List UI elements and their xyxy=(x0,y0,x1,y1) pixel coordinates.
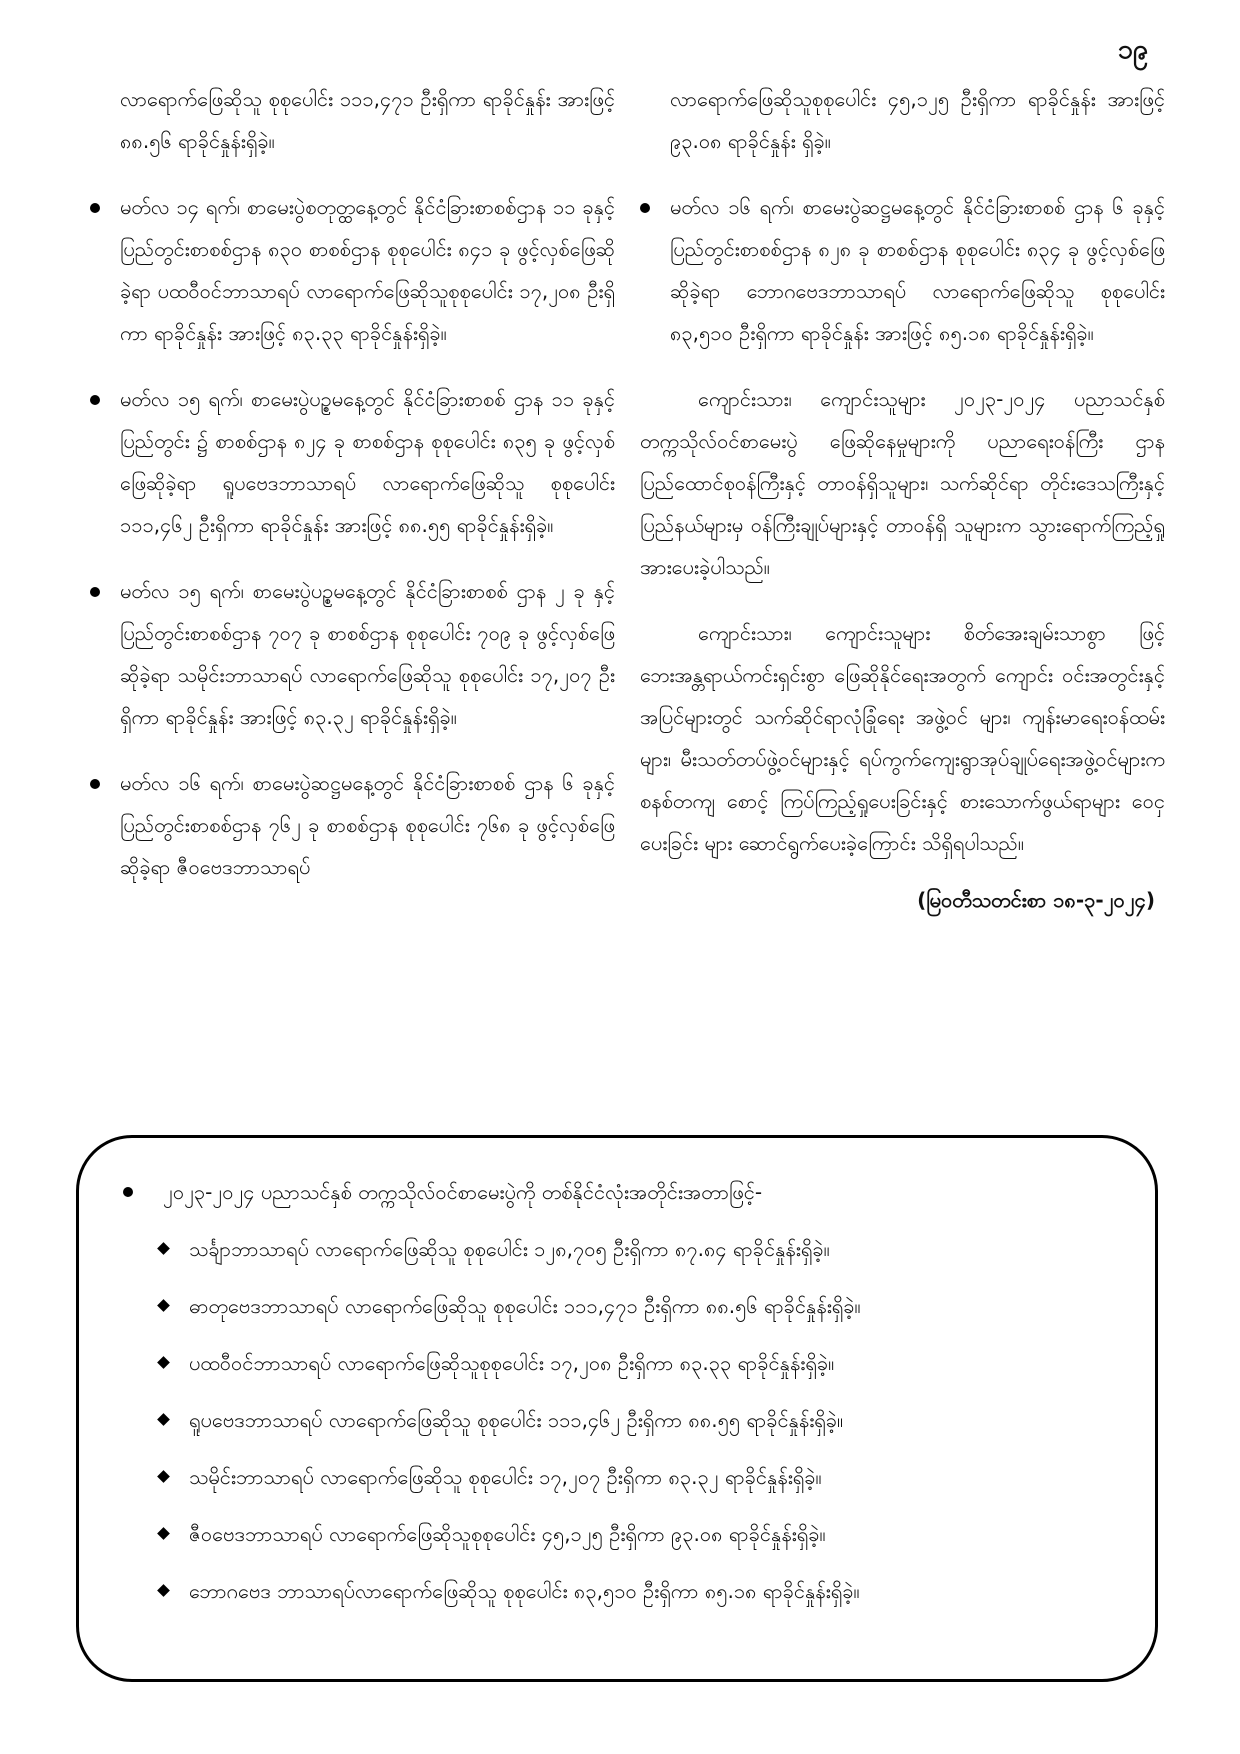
diamond-bullet-icon xyxy=(157,1527,170,1540)
summary-item-text: ပထဝီဝင်ဘာသာရပ် လာရောက်ဖြေဆိုသူစုစုပေါင်း ၁၇,၂၀၈ ဦးရှိကာ ၈၃.၃၃ ရာခိုင်နှုန်းရှိခဲ့။ xyxy=(189,1351,835,1375)
source-citation: (မြဝတီသတင်းစာ ၁၈-၃-၂၀၂၄) xyxy=(917,888,1155,912)
body-paragraph: ကျောင်းသား၊ ကျောင်းသူများ ၂၀၂၃-၂၀၂၄ ပညာသင်နှစ် တက္ကသိုလ်ဝင်စာမေးပွဲ ဖြေဆိုနေမှုများကို ပညာရေးဝန်ကြီး ဌာန ပြည်ထောင်စုဝန်ကြီးနှင့် တာဝန်ရှိသူများ၊ သက်ဆိုင်ရာ တိုင်းဒေသကြီးနှင့် ပြည်နယ်များမှ ဝန်ကြီးချုပ်များနှင့် တာဝန်ရှိ သူများက သွားရောက်ကြည့်ရှုအားပေးခဲ့ပါသည်။ xyxy=(640,387,1165,579)
summary-item-text: ဘောဂဗေဒ ဘာသာရပ်လာရောက်ဖြေဆိုသူ စုစုပေါင်း ၈၃,၅၁၀ ဦးရှိကာ ၈၅.၁၈ ရာခိုင်နှုန်းရှိခဲ့။ xyxy=(189,1579,860,1603)
left-bullet-item xyxy=(90,762,615,888)
right-column xyxy=(640,78,1165,920)
summary-item-text: ရူပဗေဒဘာသာရပ် လာရောက်ဖြေဆိုသူ စုစုပေါင်း ၁၁၁,၄၆၂ ဦးရှိကာ ၈၈.၅၅ ရာခိုင်နှုန်းရှိခဲ့။ xyxy=(189,1408,844,1432)
right-bullet-text: မတ်လ ၁၆ ရက်၊ စာမေးပွဲဆဋ္ဌမနေ့တွင် နိုင်ငံခြားစာစစ် ဌာန ၆ ခုနှင့် ပြည်တွင်းစာစစ်ဌာန ၈၂၈ ခု စာစစ်ဌာန စုစုပေါင်း ၈၃၄ ခု ဖွင့်လှစ်ဖြေဆိုခဲ့ရာ ဘောဂဗေဒဘာသာရပ် လာရောက်ဖြေဆိုသူ စုစုပေါင်း ၈၃,၅၁၀ ဦးရှိကာ ရာခိုင်နှုန်း အားဖြင့် ၈၅.၁၈ ရာခိုင်နှုန်းရှိခဲ့။ xyxy=(670,195,1165,345)
body-paragraph: ကျောင်းသား၊ ကျောင်းသူများ စိတ်အေးချမ်းသာစွာ ဖြင့် ဘေးအန္တရာယ်ကင်းရှင်းစွာ ဖြေဆိုနိုင်ရေးအတွက် ကျောင်း ဝင်းအတွင်းနှင့် အပြင်များတွင် သက်ဆိုင်ရာလုံခြုံရေး အဖွဲ့ဝင် များ၊ ကျန်းမာရေးဝန်ထမ်းများ၊ မီးသတ်တပ်ဖွဲ့ဝင်များနှင့် ရပ်ကွက်ကျေးရွာအုပ်ချုပ်ရေးအဖွဲ့ဝင်များက စနစ်တကျ စောင့် ကြပ်ကြည့်ရှုပေးခြင်းနှင့် စားသောက်ဖွယ်ရာများ ဝေငှပေးခြင်း များ ဆောင်ရွက်ပေးခဲ့ကြောင်း သိရှိရပါသည်။ xyxy=(640,621,1165,855)
bullet-icon xyxy=(90,203,100,213)
summary-list-item xyxy=(157,1234,1107,1291)
right-bullet-item xyxy=(640,186,1165,354)
summary-item-text: ဇီဝဗေဒဘာသာရပ် လာရောက်ဖြေဆိုသူစုစုပေါင်း ၄၅,၁၂၅ ဦးရှိကာ ၉၃.၀၈ ရာခိုင်နှုန်းရှိခဲ့။ xyxy=(189,1522,826,1546)
bullet-icon xyxy=(90,395,100,405)
bullet-icon xyxy=(640,203,650,213)
left-bullet-item xyxy=(90,570,615,738)
left-column xyxy=(90,78,615,912)
bullet-icon xyxy=(90,779,100,789)
summary-list-item xyxy=(157,1405,1107,1462)
page-number: ၁၉ xyxy=(1117,34,1148,65)
summary-item-text: သမိုင်းဘာသာရပ် လာရောက်ဖြေဆိုသူ စုစုပေါင်း ၁၇,၂၀၇ ဦးရှိကာ ၈၃.၃၂ ရာခိုင်နှုန်းရှိခဲ့။ xyxy=(189,1465,822,1489)
left-bullet-text: မတ်လ ၁၄ ရက်၊ စာမေးပွဲစတုတ္ထနေ့တွင် နိုင်ငံခြားစာစစ်ဌာန ၁၁ ခုနှင့် ပြည်တွင်းစာစစ်ဌာန ၈၃၀ စာစစ်ဌာန စုစုပေါင်း ၈၄၁ ခု ဖွင့်လှစ်ဖြေဆိုခဲ့ရာ ပထဝီဝင်ဘာသာရပ် လာရောက်ဖြေဆိုသူစုစုပေါင်း ၁၇,၂၀၈ ဦးရှိကာ ရာခိုင်နှုန်း အားဖြင့် ၈၃.၃၃ ရာခိုင်နှုန်းရှိခဲ့။ xyxy=(120,195,615,345)
diamond-bullet-icon xyxy=(157,1470,170,1483)
left-bullet-item xyxy=(90,378,615,546)
diamond-bullet-icon xyxy=(157,1584,170,1597)
summary-list-item xyxy=(157,1348,1107,1405)
summary-list-item xyxy=(157,1462,1107,1519)
left-continuation-paragraph: လာရောက်ဖြေဆိုသူ စုစုပေါင်း ၁၁၁,၄၇၁ ဦးရှိကာ ရာခိုင်နှုန်း အားဖြင့် ၈၈.၅၆ ရာခိုင်နှုန်းရှိခဲ့။ xyxy=(120,87,615,153)
summary-item-text: သင်္ချာဘာသာရပ် လာရောက်ဖြေဆိုသူ စုစုပေါင်း ၁၂၈,၇၀၅ ဦးရှိကာ ၈၇.၈၄ ရာခိုင်နှုန်းရှိခဲ့။ xyxy=(189,1237,830,1261)
summary-box xyxy=(76,1135,1158,1682)
diamond-bullet-icon xyxy=(157,1299,170,1312)
summary-list xyxy=(157,1234,1107,1633)
bullet-icon xyxy=(90,587,100,597)
left-bullet-item xyxy=(90,186,615,354)
summary-heading xyxy=(123,1177,1113,1207)
summary-list-item xyxy=(157,1519,1107,1576)
summary-heading-text: ၂၀၂၃-၂၀၂၄ ပညာသင်နှစ် တက္ကသိုလ်ဝင်စာမေးပွဲကို တစ်နိုင်ငံလုံးအတိုင်းအတာဖြင့်- xyxy=(163,1180,763,1204)
left-bullet-text: မတ်လ ၁၅ ရက်၊ စာမေးပွဲပဉ္စမနေ့တွင် နိုင်ငံခြားစာစစ် ဌာန ၂ ခု နှင့် ပြည်တွင်းစာစစ်ဌာန ၇၀၇ ခု စာစစ်ဌာန စုစုပေါင်း ၇၀၉ ခု ဖွင့်လှစ်ဖြေဆိုခဲ့ရာ သမိုင်းဘာသာရပ် လာရောက်ဖြေဆိုသူ စုစုပေါင်း ၁၇,၂၀၇ ဦးရှိကာ ရာခိုင်နှုန်း အားဖြင့် ၈၃.၃၂ ရာခိုင်နှုန်းရှိခဲ့။ xyxy=(120,579,615,729)
summary-list-item xyxy=(157,1576,1107,1633)
right-continuation-paragraph: လာရောက်ဖြေဆိုသူစုစုပေါင်း ၄၅,၁၂၅ ဦးရှိကာ ရာခိုင်နှုန်း အားဖြင့် ၉၃.၀၈ ရာခိုင်နှုန်း ရှိခဲ့။ xyxy=(670,87,1165,153)
summary-item-text: ဓာတုဗေဒဘာသာရပ် လာရောက်ဖြေဆိုသူ စုစုပေါင်း ၁၁၁,၄၇၁ ဦးရှိကာ ၈၈.၅၆ ရာခိုင်နှုန်းရှိခဲ့။ xyxy=(189,1294,861,1318)
bullet-icon xyxy=(123,1187,133,1197)
diamond-bullet-icon xyxy=(157,1356,170,1369)
diamond-bullet-icon xyxy=(157,1242,170,1255)
left-bullet-text: မတ်လ ၁၆ ရက်၊ စာမေးပွဲဆဋ္ဌမနေ့တွင် နိုင်ငံခြားစာစစ် ဌာန ၆ ခုနှင့် ပြည်တွင်းစာစစ်ဌာန ၇၆၂ ခု စာစစ်ဌာန စုစုပေါင်း ၇၆၈ ခု ဖွင့်လှစ်ဖြေဆိုခဲ့ရာ ဇီဝဗေဒဘာသာရပ် xyxy=(120,771,615,879)
diamond-bullet-icon xyxy=(157,1413,170,1426)
summary-list-item xyxy=(157,1291,1107,1348)
left-bullet-text: မတ်လ ၁၅ ရက်၊ စာမေးပွဲပဉ္စမနေ့တွင် နိုင်ငံခြားစာစစ် ဌာန ၁၁ ခုနှင့် ပြည်တွင်း ၌ စာစစ်ဌာန ၈၂၄ ခု စာစစ်ဌာန စုစုပေါင်း ၈၃၅ ခု ဖွင့်လှစ်ဖြေဆိုခဲ့ရာ ရူပဗေဒဘာသာရပ် လာရောက်ဖြေဆိုသူ စုစုပေါင်း ၁၁၁,၄၆၂ ဦးရှိကာ ရာခိုင်နှုန်း အားဖြင့် ၈၈.၅၅ ရာခိုင်နှုန်းရှိခဲ့။ xyxy=(120,387,615,537)
